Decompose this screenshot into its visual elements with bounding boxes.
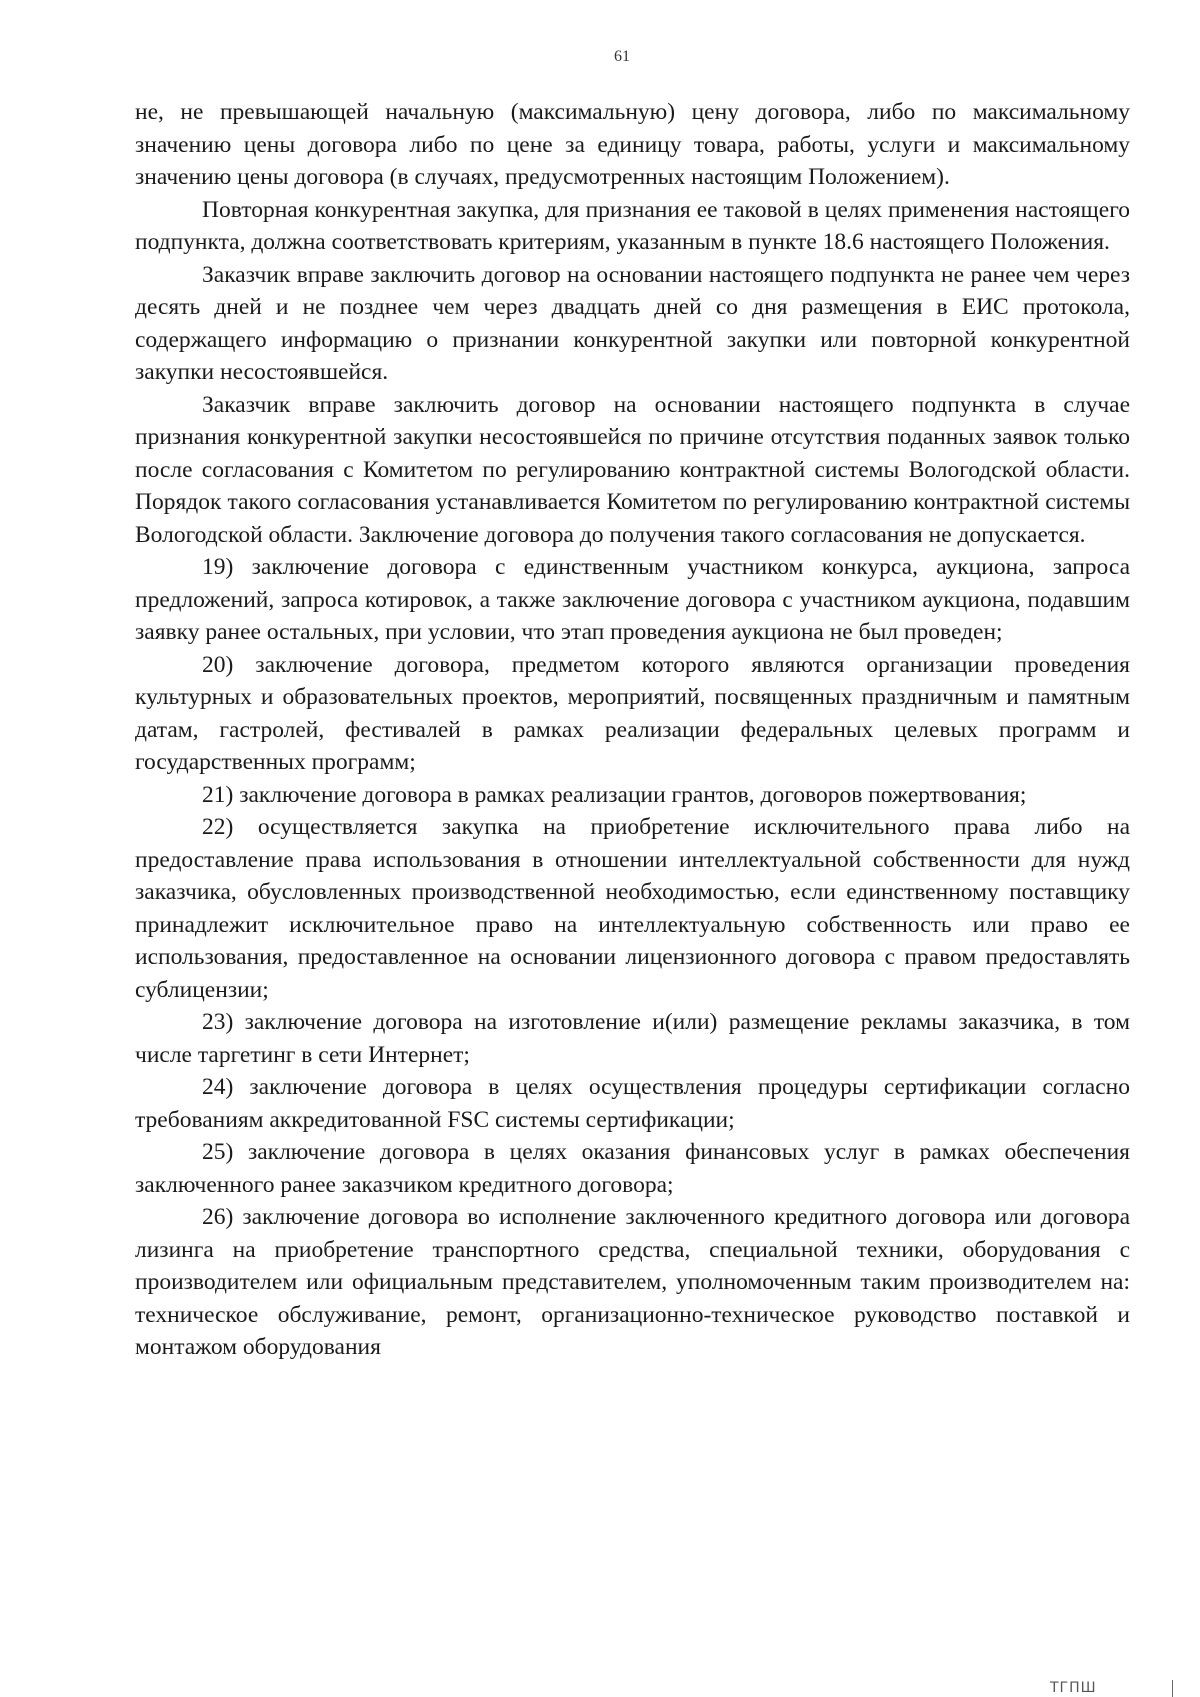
paragraph-contract-timing: Заказчик вправе заключить договор на основании настоящего подпункта не ранее чем через десять дней и не позднее чем через двадцать дней со дня размещения в ЕИС протокола, содержащего информацию о признании конкурентной закупки или повторной конкурентной закупки несостоявшейся. [135,261,1130,385]
list-item-23: 23) заключение договора на изготовление и(или) размещение рекламы заказчика, в том числе таргетинг в сети Интернет; [135,1009,1130,1068]
list-item-26: 26) заключение договора во исполнение заключенного кредитного договора или договора лизинга на приобретение транспортного средства, специальной техники, оборудования с производителем или официальным представителем, уполномоченным таким производителем на: техническое обслуживание, ремонт, организационно-техническое руководство поставкой и монтажом оборудования [135,1204,1130,1360]
list-item-21: 21) заключение договора в рамках реализации грантов, договоров пожертвования; [202,781,1027,808]
paragraph-repeat-procurement: Повторная конкурентная закупка, для признания ее таковой в целях применения настоящего подпункта, должна соответствовать критериям, указанным в пункте 18.6 настоящего Положения. [135,196,1130,255]
footer-mark: ТГПШ [1050,1680,1097,1696]
page-number: 61 [614,48,630,65]
edge-tick-divider [1172,1680,1173,1697]
list-item-24: 24) заключение договора в целях осуществления процедуры сертификации согласно требованиям аккредитованной FSC системы сертификации; [135,1074,1130,1133]
list-item-20: 20) заключение договора, предметом которого являются организации проведения культурных и образовательных проектов, мероприятий, посвященных праздничным и памятным датам, гастролей, фестивалей в рамках реализации федеральных целевых программ и государственных программ; [135,651,1130,775]
paragraph-approval-requirement: Заказчик вправе заключить договор на основании настоящего подпункта в случае признания конкурентной закупки несостоявшейся по причине отсутствия поданных заявок только после согласования с Комитетом по регулированию контрактной системы Вологодской области. Порядок такого согласования устанавливается Комитетом по регулированию контрактной системы Вологодской области. Заключение договора до получения такого согласования не допускается. [135,391,1130,548]
list-item-22: 22) осуществляется закупка на приобретение исключительного права либо на предоставление права использования в отношении интеллектуальной собственности для нужд заказчика, обусловленных производственной необходимостью, если единственному поставщику принадлежит исключительное право на интеллектуальную собственность или право ее использования, предоставленное на основании лицензионного договора с правом предоставлять сублицензии; [135,814,1130,1003]
document-body [135,96,1130,1364]
list-item-25: 25) заключение договора в целях оказания финансовых услуг в рамках обеспечения заключенного ранее заказчиком кредитного договора; [135,1139,1130,1198]
paragraph-continuation: не, не превышающей начальную (максимальную) цену договора, либо по максимальному значению цены договора либо по цене за единицу товара, работы, услуги и максимальному значению цены договора (в случаях, предусмотренных настоящим Положением). [135,99,1130,190]
list-item-19: 19) заключение договора с единственным участником конкурса, аукциона, запроса предложений, запроса котировок, а также заключение договора с участником аукциона, подавшим заявку ранее остальных, при условии, что этап проведения аукциона не был проведен; [135,554,1130,645]
